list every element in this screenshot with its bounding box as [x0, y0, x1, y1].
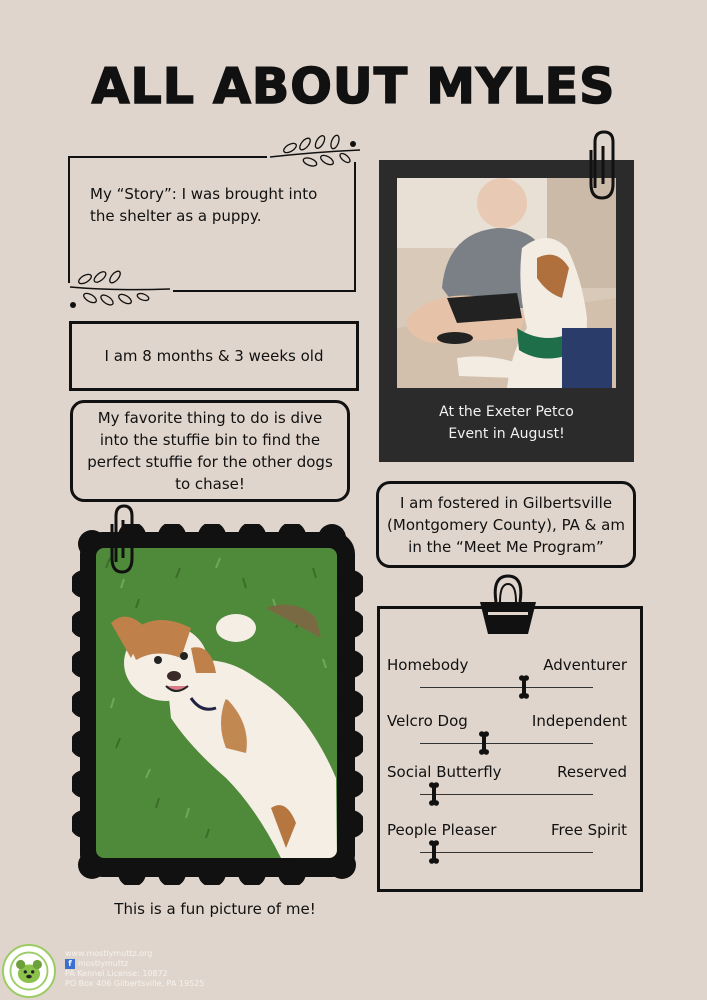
bone-slider-icon — [519, 675, 529, 699]
trait-right-label: Free Spirit — [550, 821, 627, 839]
trait-left-label: Social Butterfly — [387, 763, 502, 781]
footer-license: PA Kennel License: 10872 — [65, 969, 168, 978]
photo2-caption: This is a fun picture of me! — [114, 900, 316, 918]
foster-info-box: I am fostered in Gilbertsville (Montgomery County), PA & am in the “Meet Me Program” — [376, 481, 636, 568]
age-box: I am 8 months & 3 weeks old — [69, 321, 359, 391]
favorite-thing-box: My favorite thing to do is dive into the stuffie bin to find the perfect stuffie for the other dogs to chase! — [70, 400, 350, 502]
bone-slider-icon — [429, 840, 439, 864]
photo1-caption-line1: At the Exeter Petco — [439, 404, 574, 420]
story-text: My “Story”: I was brought into the shelter as a puppy. — [90, 185, 318, 225]
mostly-muttz-logo — [2, 944, 56, 998]
bone-slider-icon — [479, 731, 489, 755]
footer-social-row — [65, 959, 204, 969]
trait-slider-track — [420, 687, 593, 688]
footer-social: mostlymuttz — [78, 959, 129, 968]
photo1-caption-line2: Event in August! — [448, 426, 565, 442]
footer-address: PO Box 406 Gilbertsville, PA 19525 — [65, 979, 205, 988]
floral-branch-icon — [65, 265, 175, 313]
trait-right-label: Adventurer — [543, 656, 627, 674]
trait-right-label: Independent — [531, 712, 627, 730]
floral-branch-icon — [265, 130, 365, 180]
trait-left-label: Homebody — [387, 656, 469, 674]
trait-right-label: Reserved — [557, 763, 627, 781]
bone-slider-icon — [429, 782, 439, 806]
trait-left-label: People Pleaser — [387, 821, 497, 839]
paperclip-icon — [106, 502, 138, 576]
trait-slider-track — [420, 743, 593, 744]
page-title: ALL ABOUT MYLES — [91, 58, 616, 115]
facebook-icon: f — [65, 959, 75, 969]
footer-website: www.mostlymuttz.org — [65, 949, 153, 958]
photo1-caption — [379, 401, 634, 445]
trait-slider-track — [420, 794, 593, 795]
trait-slider-track — [420, 852, 593, 853]
trait-left-label: Velcro Dog — [387, 712, 468, 730]
footer-contact — [65, 949, 204, 989]
paperclip-icon — [585, 128, 619, 202]
traits-panel — [377, 606, 643, 892]
photo-dog-on-grass — [96, 548, 337, 858]
photo-man-kissing-dog — [397, 178, 616, 388]
